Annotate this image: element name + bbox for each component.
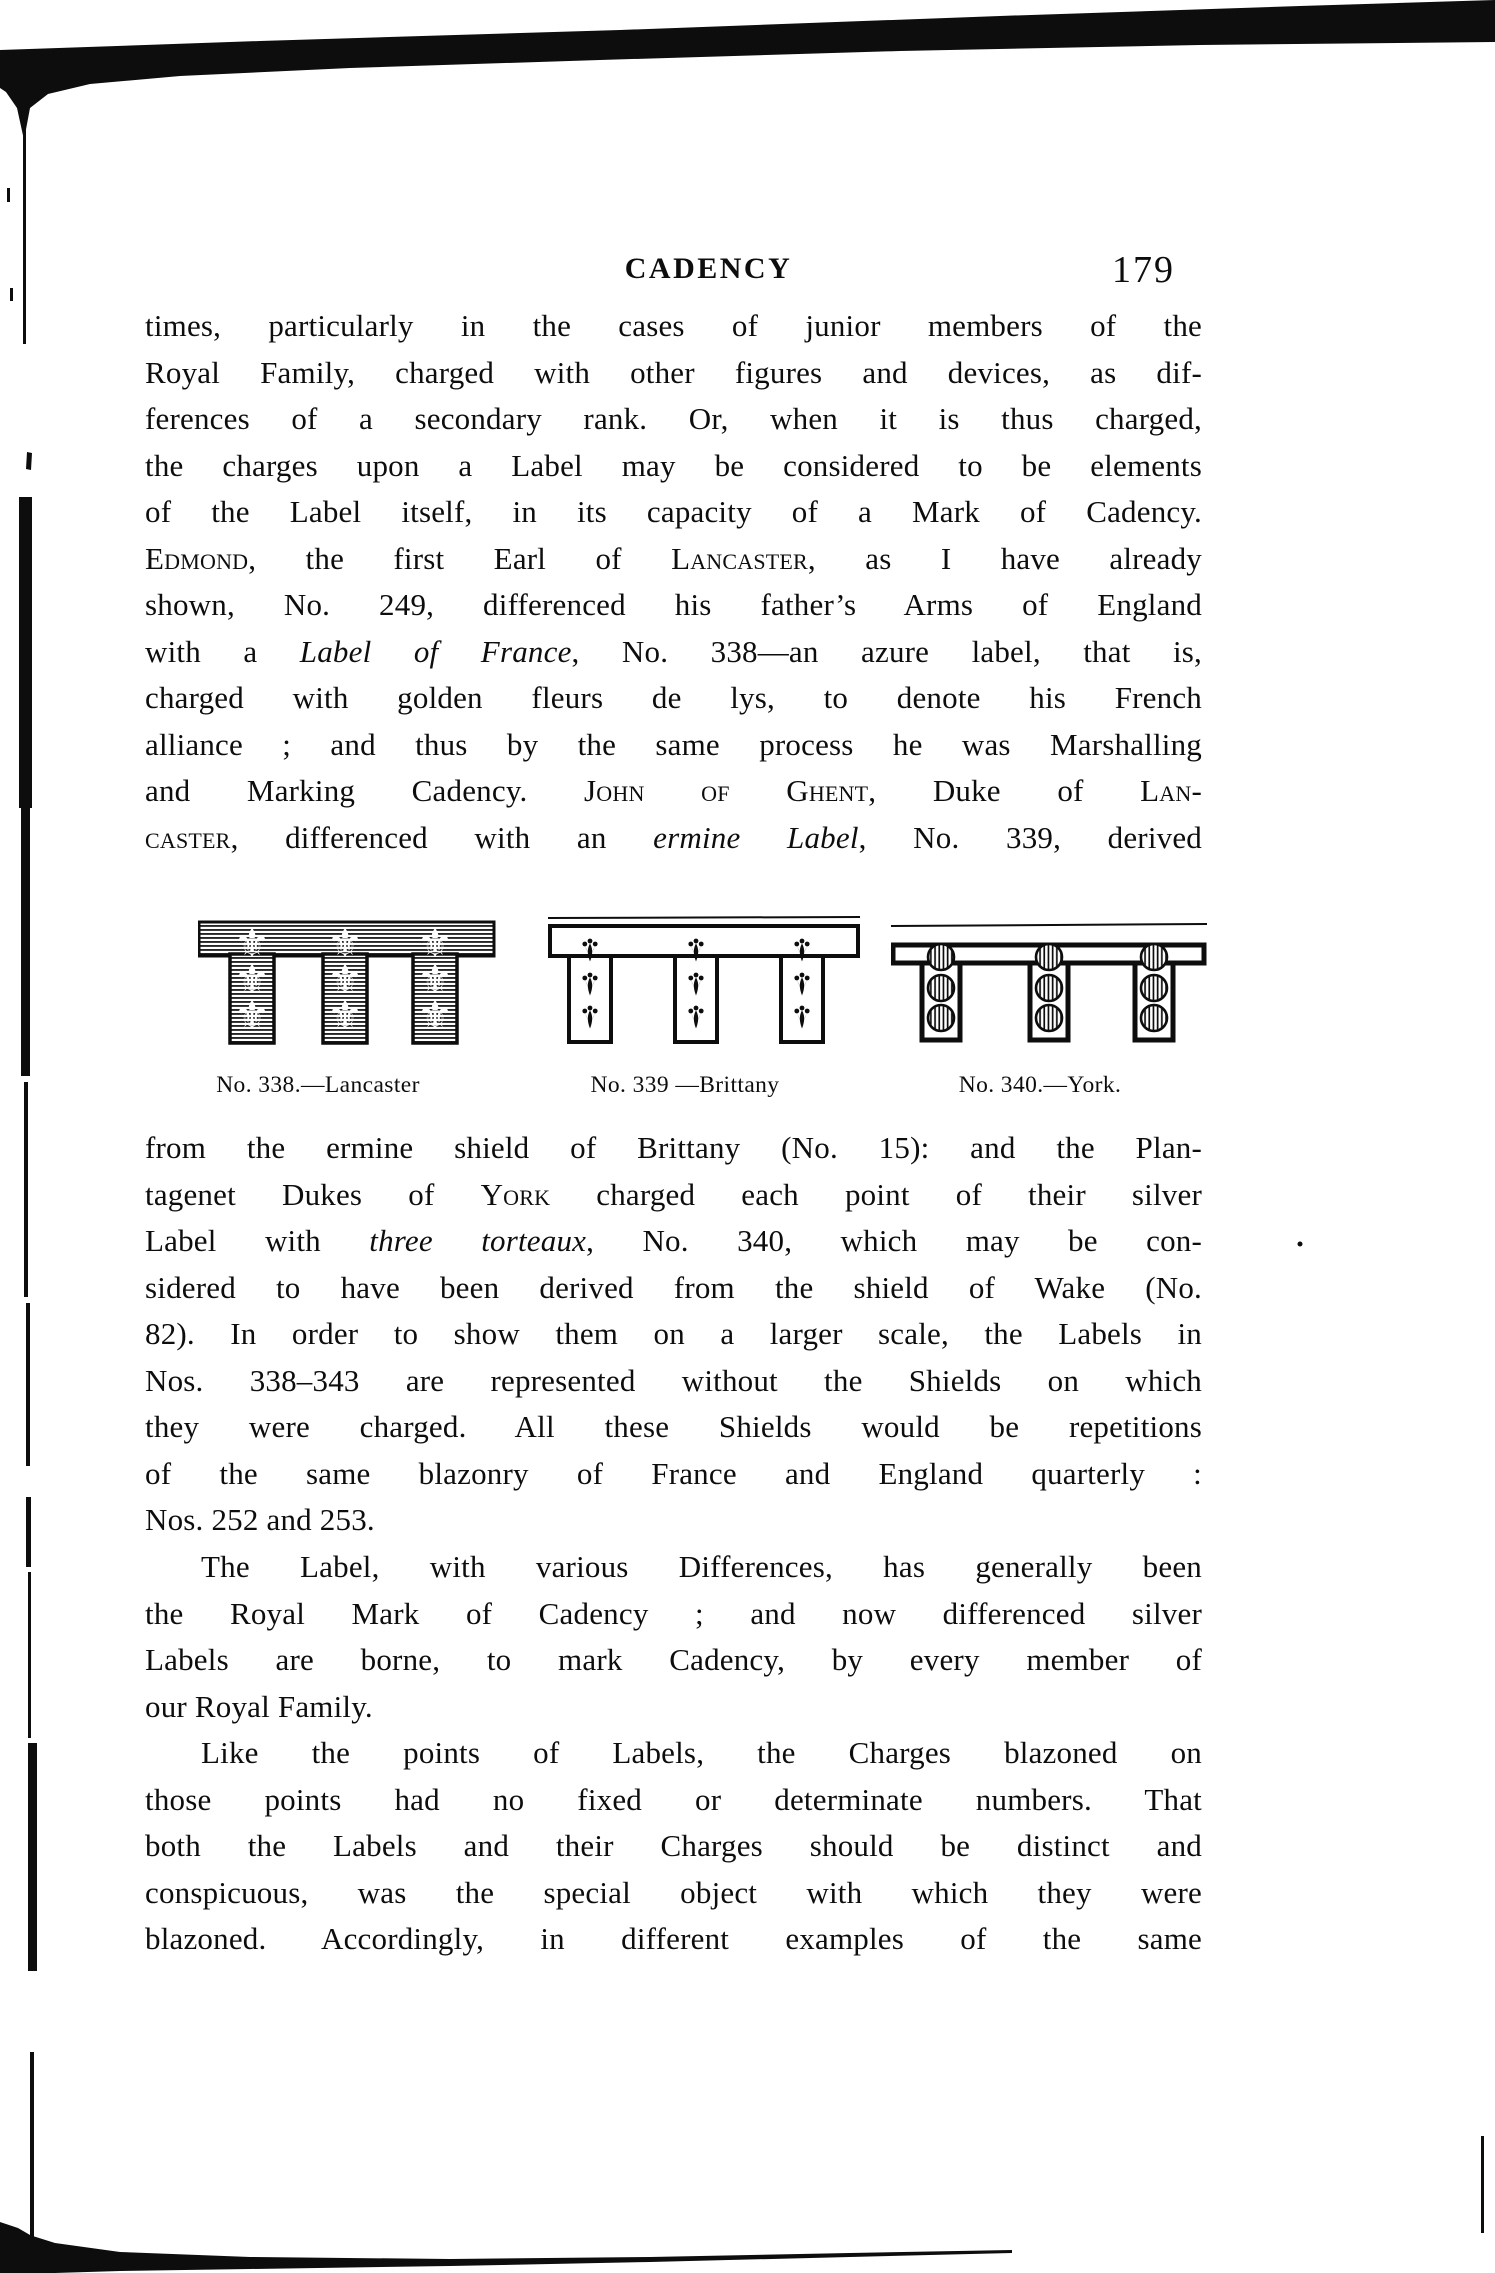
scan-artifact-dot — [1298, 1242, 1303, 1247]
fleur-de-lys-glyph: ⚜ — [327, 993, 363, 1039]
scan-artifact-tick — [7, 188, 10, 202]
scan-artifact-edge-bar — [30, 2052, 34, 2267]
scan-artifact-tick — [26, 452, 32, 470]
scan-artifact-top-band — [0, 0, 1495, 140]
text-segment: of the Label itself, in its capacity of a Mark of Cadency. — [145, 494, 1202, 529]
text-segment: , the first Earl of — [248, 540, 672, 576]
text-segment: York — [480, 1176, 551, 1212]
text-segment: blazoned. Accordingly, in different examples of the same — [145, 1921, 1202, 1956]
lancaster-label-figure — [198, 912, 496, 1047]
brittany-label-figure — [548, 912, 860, 1047]
page-title: CADENCY — [624, 252, 793, 285]
scan-artifact-edge-bar — [26, 1303, 30, 1466]
text-segment: sidered to have been derived from the shield of Wake (No. — [145, 1269, 1202, 1305]
text-segment: ermine Label — [653, 819, 859, 855]
text-line — [145, 350, 1202, 397]
torteau-roundel — [1141, 944, 1167, 970]
text-segment: Label of France — [299, 633, 572, 669]
torteau-roundel — [928, 975, 954, 1001]
band-top-line — [891, 924, 1207, 926]
text-line — [145, 1497, 1202, 1544]
text-line — [145, 489, 1202, 536]
text-segment: conspicuous, was the special object with which they were — [145, 1874, 1202, 1910]
text-line — [145, 675, 1202, 722]
text-line — [145, 582, 1202, 629]
text-line — [145, 768, 1202, 815]
text-segment: both the Labels and their Charges should be distinct and — [145, 1828, 1202, 1863]
text-line — [145, 722, 1202, 769]
torteau-roundel — [928, 944, 954, 970]
text-line — [145, 1870, 1202, 1917]
torteau-roundel — [1141, 975, 1167, 1001]
fleur-de-lys-charges — [234, 921, 453, 1039]
text-line — [145, 1358, 1202, 1405]
figure-caption: No. 340.—York. — [958, 1072, 1122, 1098]
fleur-de-lys-glyph: ⚜ — [327, 921, 363, 967]
paragraph — [145, 1125, 1202, 1544]
text-line — [145, 1125, 1202, 1172]
scan-artifact-bottom-band — [0, 2227, 1012, 2273]
scan-artifact-edge-bar — [28, 1743, 37, 1971]
text-line — [145, 303, 1202, 350]
text-segment: , No. 340, which may be con- — [586, 1223, 1202, 1258]
torteau-roundel — [1141, 1005, 1167, 1031]
label-band — [550, 926, 858, 956]
text-segment: Lan- — [1140, 773, 1202, 808]
text-segment: charged with golden fleurs de lys, to denote his French — [145, 680, 1202, 715]
paragraph — [145, 1544, 1202, 1730]
scan-artifact-right-line — [1481, 2136, 1484, 2233]
text-line — [145, 1684, 1202, 1731]
text-segment: Labels are borne, to mark Cadency, by every member of — [145, 1642, 1202, 1677]
fleur-de-lys-glyph: ⚜ — [327, 957, 363, 1003]
text-segment: and Marking Cadency. — [145, 773, 585, 808]
text-line — [145, 1218, 1202, 1265]
text-line — [145, 1916, 1202, 1963]
text-line — [145, 396, 1202, 443]
text-segment: Lancaster — [671, 540, 808, 576]
text-segment: our Royal Family. — [145, 1688, 373, 1724]
fleur-de-lys-glyph: ⚜ — [417, 993, 453, 1039]
text-segment: alliance ; and thus by the same process he was Marshalling — [145, 726, 1202, 762]
fleur-de-lys-glyph: ⚜ — [234, 921, 270, 967]
text-segment: tagenet Dukes of — [145, 1176, 481, 1212]
text-line — [145, 536, 1202, 583]
text-line — [145, 1730, 1202, 1777]
label-pendants — [569, 956, 823, 1042]
text-segment: , No. 338—an azure label, that is, — [571, 633, 1202, 669]
label-pendant — [781, 956, 823, 1042]
scan-artifact-edge-bar — [21, 808, 30, 1076]
torteau-roundel — [1036, 975, 1062, 1001]
text-segment: , No. 339, derived — [858, 819, 1202, 855]
text-segment: , Duke of — [868, 773, 1141, 808]
text-segment: Nos. 252 and 253. — [145, 1502, 375, 1537]
text-segment: caster — [145, 819, 231, 855]
text-segment: charged each point of their silver — [550, 1176, 1202, 1212]
text-segment: those points had no fixed or determinate numbers. That — [145, 1781, 1202, 1817]
text-segment: , as I have already — [807, 540, 1202, 576]
text-line — [145, 1265, 1202, 1312]
text-line — [145, 1404, 1202, 1451]
text-segment: Edmond — [145, 540, 249, 576]
york-label-figure — [891, 912, 1207, 1047]
text-line — [145, 1637, 1202, 1684]
text-line — [145, 1172, 1202, 1219]
paragraph — [145, 303, 1202, 861]
band-top-line — [548, 917, 860, 918]
fleur-de-lys-glyph: ⚜ — [234, 993, 270, 1039]
text-segment: they were charged. All these Shields would be repetitions — [145, 1409, 1202, 1444]
text-segment: , differenced with an — [230, 819, 654, 855]
text-line — [145, 1311, 1202, 1358]
label-pendant — [569, 956, 611, 1042]
scan-artifact-edge-bar — [19, 497, 32, 808]
scan-artifact-left-line — [23, 96, 26, 344]
figure-caption: No. 339 —Brittany — [590, 1072, 780, 1098]
text-line — [145, 1777, 1202, 1824]
text-segment: the Royal Mark of Cadency ; and now differenced silver — [145, 1595, 1202, 1631]
text-line — [145, 1823, 1202, 1870]
text-segment: ferences of a secondary rank. Or, when it is thus charged, — [145, 401, 1202, 436]
scan-artifact-edge-bar — [28, 1572, 31, 1738]
scan-artifact-tick — [10, 288, 13, 301]
label-pendant — [675, 956, 717, 1042]
figure-caption: No. 338.—Lancaster — [216, 1072, 420, 1098]
torteau-roundel — [1036, 1005, 1062, 1031]
text-line — [145, 1591, 1202, 1638]
text-segment: Nos. 338–343 are represented without the Shields on which — [145, 1362, 1202, 1398]
text-segment: the charges upon a Label may be considered to be elements — [145, 447, 1202, 483]
scan-artifact-edge-bar — [26, 1497, 31, 1567]
page-number: 179 — [1112, 249, 1175, 291]
text-line — [145, 1451, 1202, 1498]
text-segment: shown, No. 249, differenced his father’s Arms of England — [145, 587, 1202, 622]
fleur-de-lys-glyph: ⚜ — [417, 957, 453, 1003]
torteau-roundel — [928, 1005, 954, 1031]
text-segment: The Label, with various Differences, has generally been — [201, 1549, 1202, 1584]
text-line — [145, 629, 1202, 676]
fleur-de-lys-glyph: ⚜ — [234, 957, 270, 1003]
text-segment: of the same blazonry of France and England quarterly : — [145, 1455, 1202, 1491]
text-segment: 82). In order to show them on a larger scale, the Labels in — [145, 1316, 1202, 1351]
text-segment: from the ermine shield of Brittany (No. 15): and the Plan- — [145, 1130, 1202, 1165]
text-line — [145, 815, 1202, 862]
text-segment: times, particularly in the cases of junior members of the — [145, 308, 1202, 343]
text-segment: with a — [145, 633, 300, 669]
text-segment: John of Ghent — [584, 773, 869, 808]
text-segment: Royal Family, charged with other figures and devices, as dif- — [145, 354, 1202, 390]
text-line — [145, 1544, 1202, 1591]
torteau-roundel — [1036, 944, 1062, 970]
text-line — [145, 443, 1202, 490]
fleur-de-lys-glyph: ⚜ — [417, 921, 453, 967]
text-segment: Like the points of Labels, the Charges blazoned on — [201, 1735, 1202, 1770]
text-segment: three torteaux — [369, 1223, 587, 1258]
paragraph — [145, 1730, 1202, 1963]
text-segment: Label with — [145, 1223, 370, 1258]
scan-artifact-edge-bar — [24, 1082, 28, 1297]
scan-artifact-bottom-blob — [0, 2222, 58, 2273]
